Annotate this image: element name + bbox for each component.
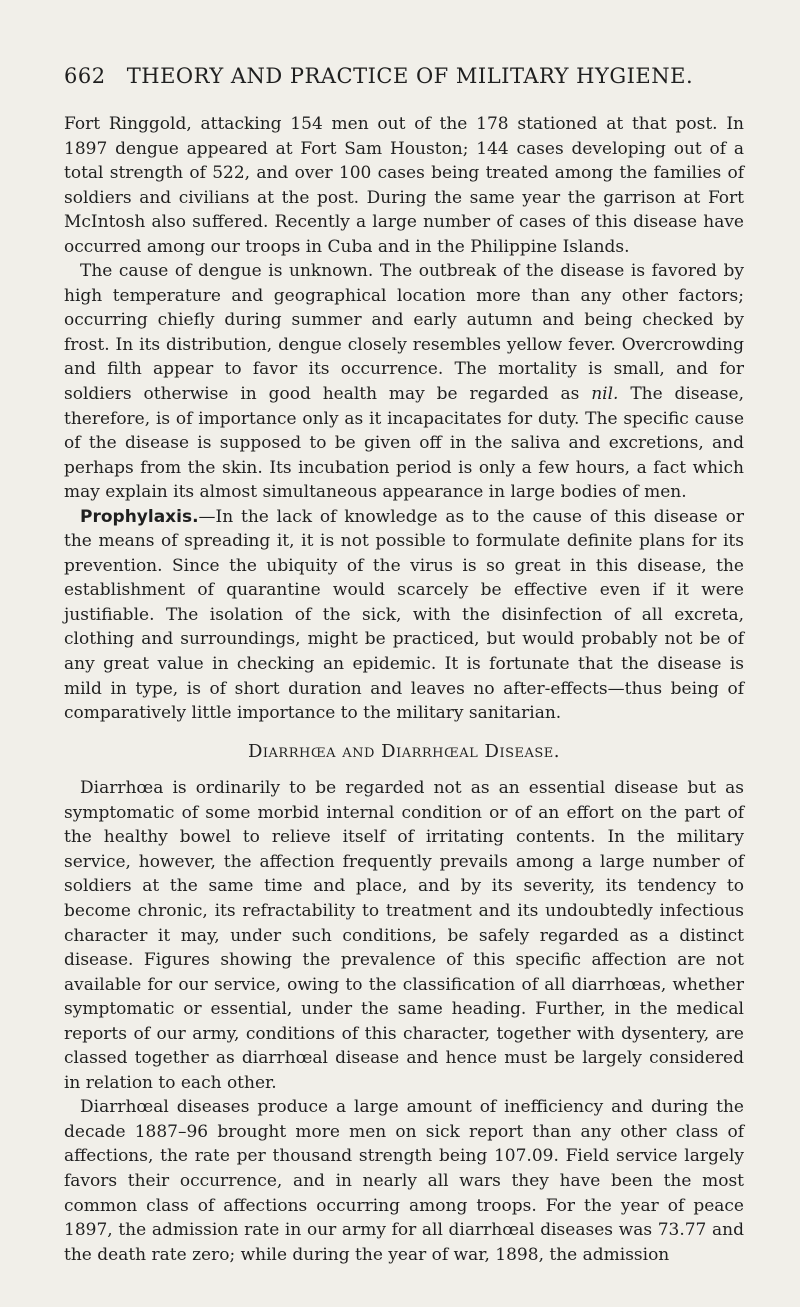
section-heading-diarrhoea: Diarrhœa and Diarrhœal Disease. [247,740,561,762]
dengue-cause-text-a: The cause of dengue is unknown. The outbreak of the disease is favored by high temperature and geographical location more than any other factors; occurring chiefly during summer and early autumn and being checked by frost. In its distribution, dengue closely resembles yellow fever. Overcrowding and filth appear to favor its occurrence. The mortality is small, and for soldiers otherwise in good health may be regarded as [64,261,744,405]
paragraph-diarrhoea-intro: Diarrhœa is ordinarily to be regarded not as an essential disease but as symptomatic of some morbid internal condition or of an effort on the part of the healthy bowel to relieve itself of irritating contents. In the military service, however, the affection frequently prevails among a large number of soldiers at the same time and place, and by its severity, its tendency to become chronic, its refractability to treatment and its undoubtedly infectious character it may, under such conditions, be safely regarded as a distinct disease. Figures showing the prevalence of this specific affection are not available for our service, owing to the classification of all diarrhœas, whether symptomatic or essential, under the same heading. Further, in the medical reports of our army, conditions of this character, together with dysentery, are classed together as diarrhœal disease and hence must be largely considered in relation to each other. [64,778,744,1093]
paragraph-fort-ringgold: Fort Ringgold, attacking 154 men out of the 178 stationed at that post. In 1897 dengue appeared at Fort Sam Houston; 144 cases developing out of a total strength of 522, and over 100 cases being treated among the families of soldiers and civilians at the post. During the same year the garrison at Fort McIntosh also suffered. Recently a large number of cases of this disease have occurred among our troops in Cuba and in the Philippine Islands. [64,114,744,257]
paragraph-dengue-cause [64,259,744,504]
prophylaxis-lead: Prophylaxis. [80,506,199,527]
page-number: 662 [64,64,106,88]
running-header [64,64,744,88]
prophylaxis-text: —In the lack of knowledge as to the cause of this disease or the means of spreading it, it is not possible to formulate definite plans for its prevention. Since the ubiquity of the virus is so great in this disease, the establishment of quarantine would scarcely be effective even if it were justifiable. The isolation of the sick, with the disinfection of all excreta, clothing and surroundings, might be practiced, but would probably not be of any great value in checking an epidemic. It is fortunate that the disease is mild in type, is of short duration and leaves no after-effects—thus being of comparatively little importance to the military sanitarian. [64,506,744,724]
dengue-cause-text-b: The disease, therefore, is of importance only as it incapacitates for duty. The specific cause of the disease is supposed to be given off in the saliva and excretions, and perhaps from the skin. Its incubation period is only a few hours, a fact which may explain its almost simultaneous appearance in large bodies of men. [64,384,744,503]
paragraph-diarrhoeal-diseases: Diarrhœal diseases produce a large amount of inefficiency and during the decade 1887–96 brought more men on sick report than any other class of affections, the rate per thousand strength being 107.09. Field service largely favors their occurrence, and in nearly all wars they have been the most common class of affections occurring among troops. For the year of peace 1897, the admission rate in our army for all diarrhœal diseases was 73.77 and the death rate zero; while during the year of war, 1898, the admission [64,1097,744,1265]
paragraph-prophylaxis [64,505,744,726]
nil-italic: nil. [591,384,619,405]
running-title: THEORY AND PRACTICE OF MILITARY HYGIENE. [126,64,694,88]
page-body [64,112,744,1267]
